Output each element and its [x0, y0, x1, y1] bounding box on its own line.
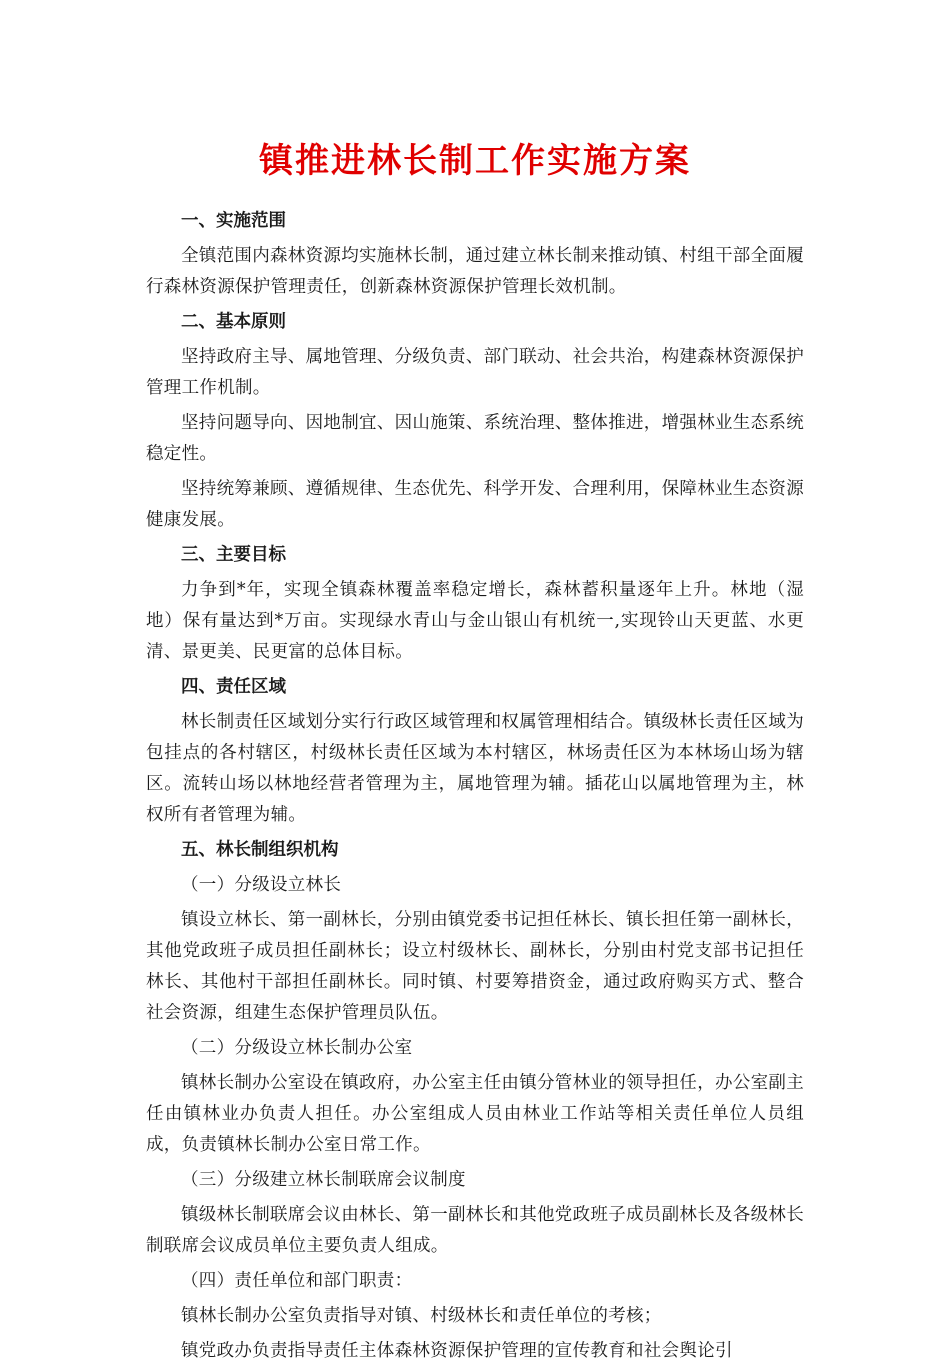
- paragraph: （四）责任单位和部门职责：: [181, 1271, 413, 1291]
- paragraph: 镇林长制办公室负责指导对镇、村级林长和责任单位的考核；: [181, 1306, 662, 1326]
- paragraph: （一）分级设立林长: [181, 875, 342, 895]
- paragraph: （二）分级设立林长制办公室: [181, 1038, 413, 1058]
- paragraph: 坚持问题导向、因地制宜、因山施策、系统治理、整体推进，增强林业生态系统稳定性。: [146, 413, 804, 464]
- paragraph: 林长制责任区域划分实行行政区域管理和权属管理相结合。镇级林长责任区域为包挂点的各村辖区，村级林长责任区域为本村辖区，林场责任区为本林场山场为辖区。流转山场以林地经营者管理为主，属地管理为辅。插花山以属地管理为主，林权所有者管理为辅。: [146, 712, 804, 825]
- document-body: [146, 206, 804, 1367]
- section-heading: 三、主要目标: [181, 545, 286, 565]
- paragraph: 坚持政府主导、属地管理、分级负责、部门联动、社会共治，构建森林资源保护管理工作机制。: [146, 347, 804, 398]
- paragraph: 镇级林长制联席会议由林长、第一副林长和其他党政班子成员副林长及各级林长制联席会议成员单位主要负责人组成。: [146, 1205, 804, 1256]
- paragraph: 力争到*年，实现全镇森林覆盖率稳定增长，森林蓄积量逐年上升。林地（湿地）保有量达到*万亩。实现绿水青山与金山银山有机统一,实现铃山天更蓝、水更清、景更美、民更富的总体目标。: [146, 580, 804, 662]
- section-heading: 一、实施范围: [181, 211, 286, 231]
- section-heading: 四、责任区域: [181, 677, 286, 697]
- paragraph: 镇党政办负责指导责任主体森林资源保护管理的宣传教育和社会舆论引: [181, 1341, 733, 1361]
- paragraph: 坚持统筹兼顾、遵循规律、生态优先、科学开发、合理利用，保障林业生态资源健康发展。: [146, 479, 804, 530]
- section-heading: 二、基本原则: [181, 312, 286, 332]
- paragraph: 镇设立林长、第一副林长，分别由镇党委书记担任林长、镇长担任第一副林长，其他党政班子成员担任副林长；设立村级林长、副林长，分别由村党支部书记担任林长、其他村干部担任副林长。同时镇、村要筹措资金，通过政府购买方式、整合社会资源，组建生态保护管理员队伍。: [146, 910, 804, 1023]
- section-heading: 五、林长制组织机构: [181, 840, 339, 860]
- document-title: 镇推进林长制工作实施方案: [259, 141, 691, 181]
- paragraph: 全镇范围内森林资源均实施林长制，通过建立林长制来推动镇、村组干部全面履行森林资源保护管理责任，创新森林资源保护管理长效机制。: [146, 246, 804, 297]
- paragraph: （三）分级建立林长制联席会议制度: [181, 1170, 466, 1190]
- paragraph: 镇林长制办公室设在镇政府，办公室主任由镇分管林业的领导担任，办公室副主任由镇林业办负责人担任。办公室组成人员由林业工作站等相关责任单位人员组成，负责镇林长制办公室日常工作。: [146, 1073, 804, 1155]
